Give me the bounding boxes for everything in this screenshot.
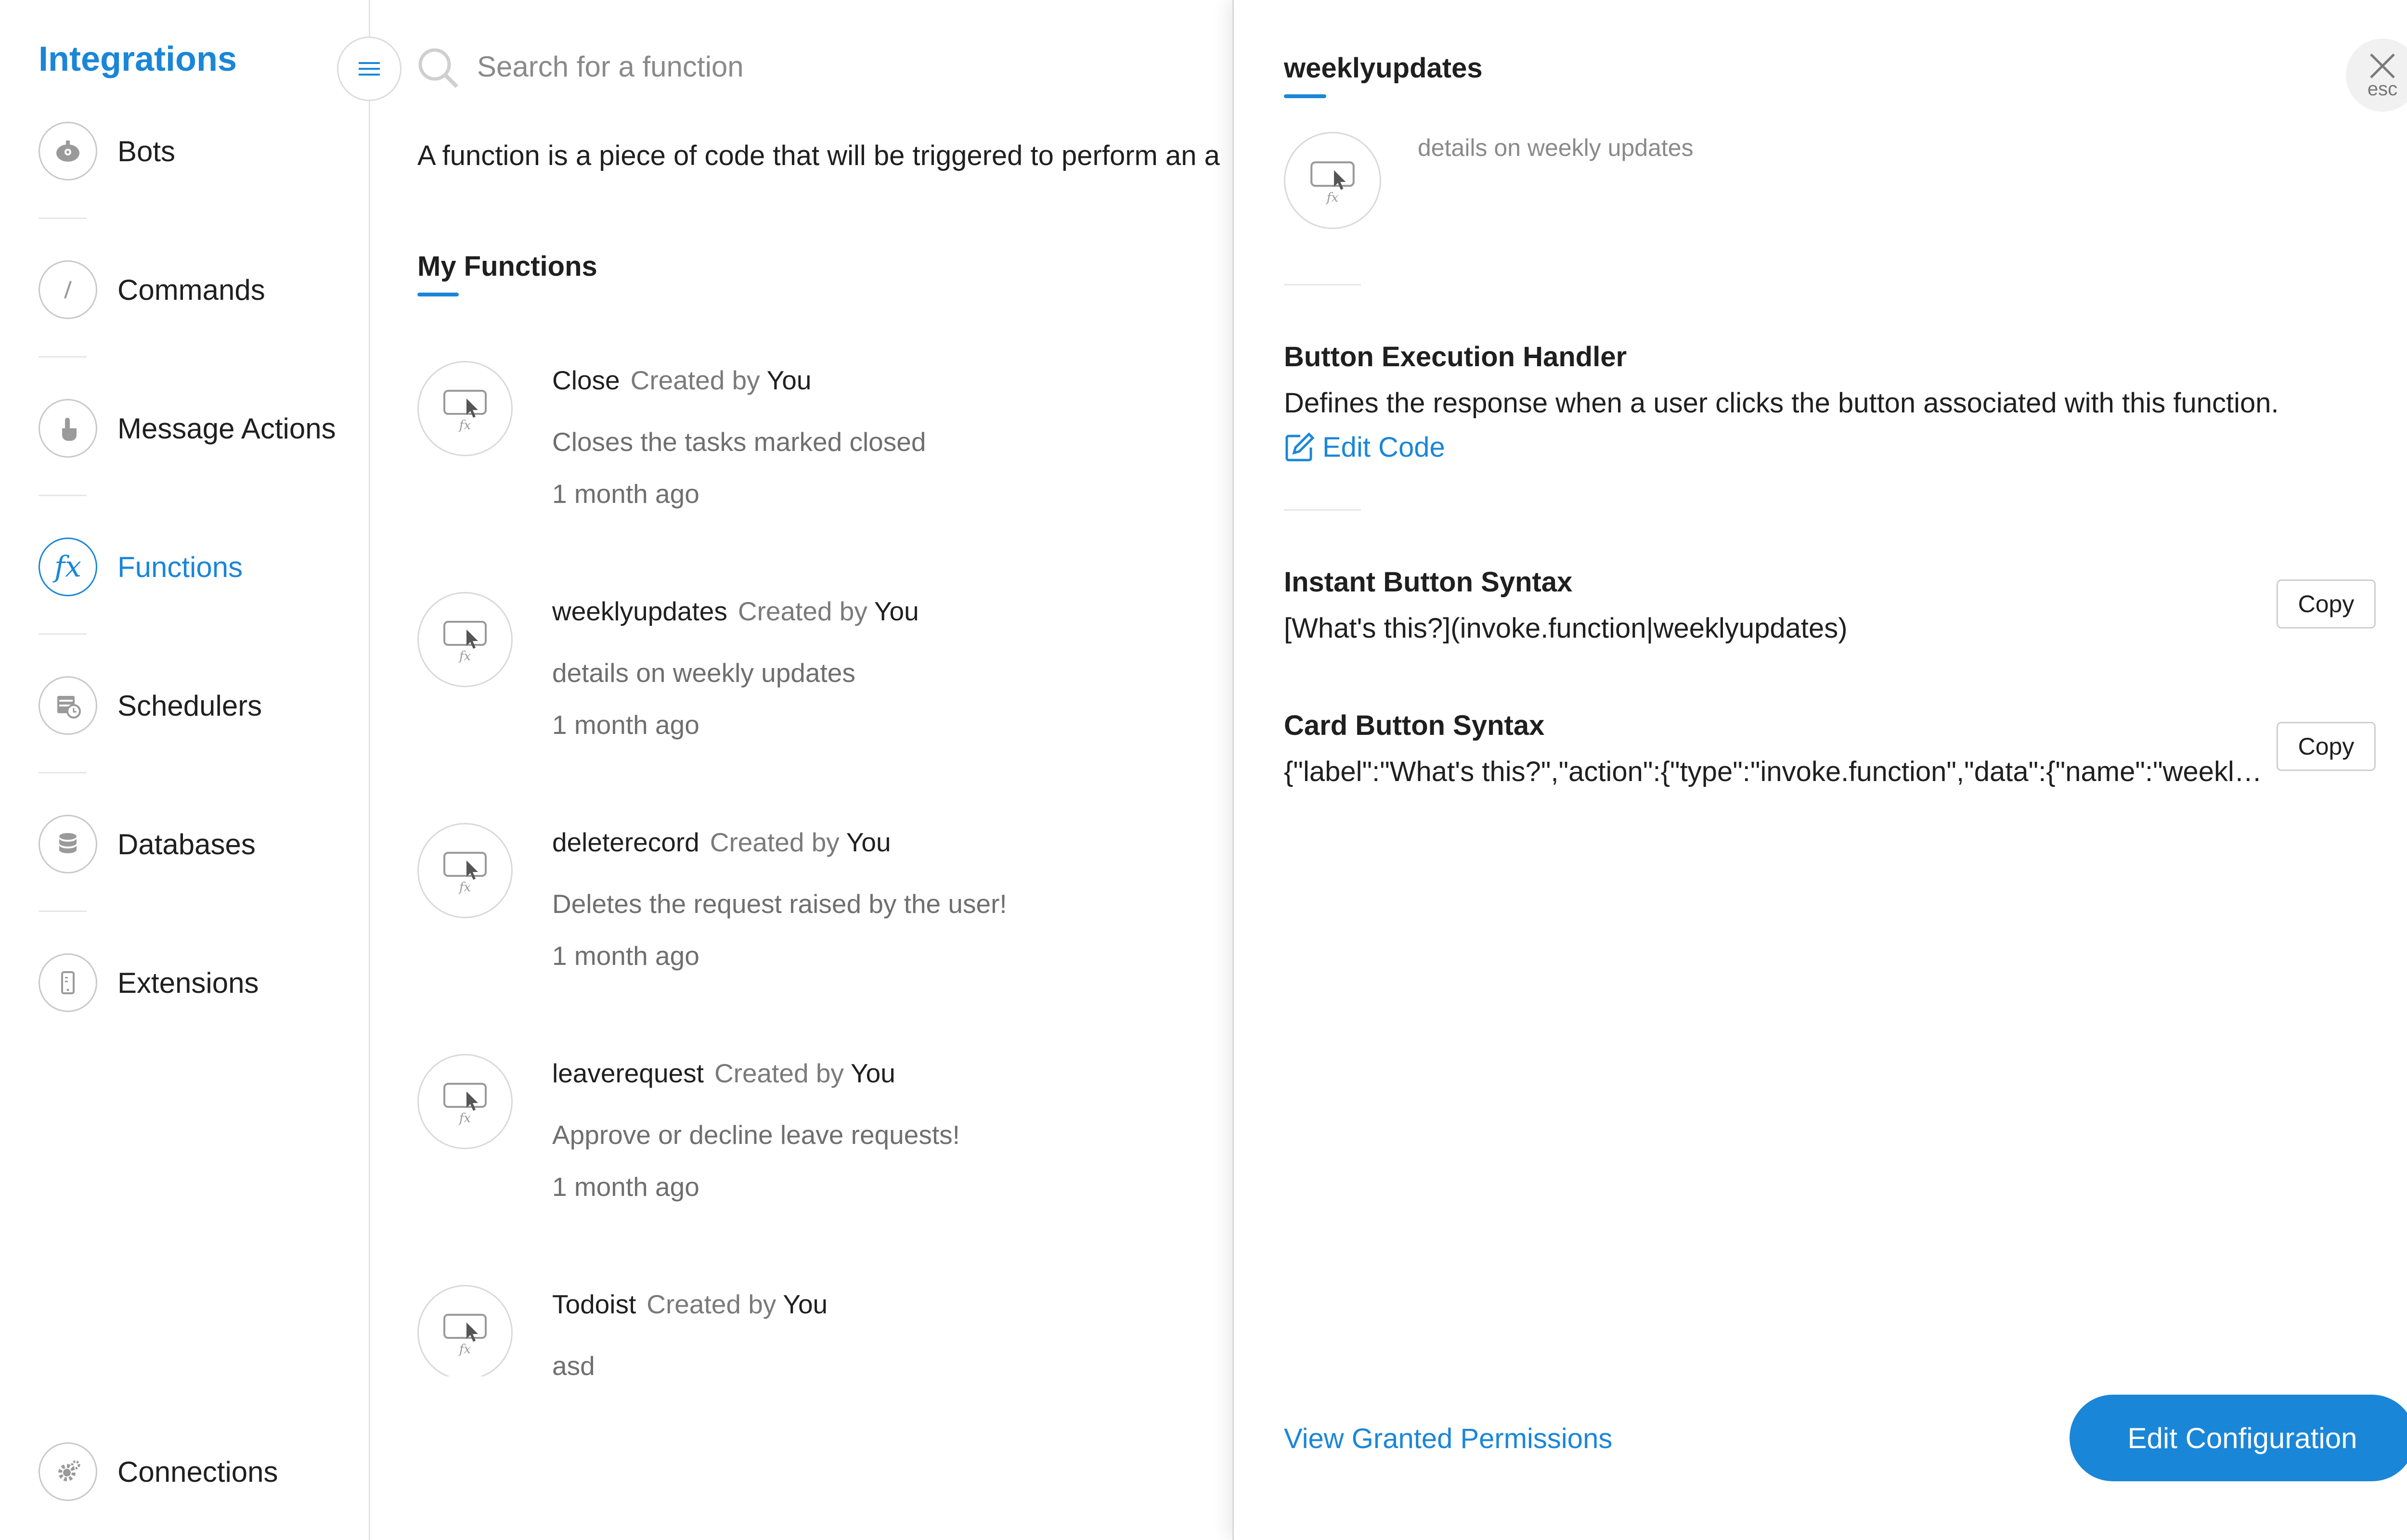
gear-icon — [39, 1442, 97, 1501]
close-icon — [2367, 51, 2398, 81]
list-item[interactable] — [417, 1285, 1236, 1376]
mobile-icon — [39, 953, 97, 1012]
search-icon — [416, 46, 460, 90]
panel-title: weeklyupdates — [1284, 52, 1483, 84]
sidebar-item-commands[interactable] — [39, 259, 265, 321]
creator: You — [850, 1058, 895, 1088]
sidebar-item-functions[interactable] — [39, 536, 243, 598]
function-timestamp: 1 month ago — [552, 479, 699, 509]
edit-code-label: Edit Code — [1322, 432, 1445, 463]
creator: You — [874, 596, 919, 626]
sidebar-item-extensions[interactable] — [39, 952, 259, 1014]
created-by-label: Created by — [738, 596, 867, 626]
pointer-hand-icon — [39, 399, 97, 458]
svg-text:fx: fx — [459, 1342, 471, 1357]
search-input[interactable] — [476, 44, 1056, 89]
list-item[interactable] — [417, 361, 1236, 592]
svg-text:fx: fx — [459, 649, 471, 664]
sidebar-item-label: Databases — [117, 828, 256, 860]
sidebar-item-label: Commands — [117, 273, 265, 306]
fx-icon: fx — [39, 538, 97, 596]
svg-text:fx: fx — [459, 1111, 471, 1126]
list-item[interactable] — [417, 823, 1236, 1054]
svg-text:fx: fx — [1326, 190, 1339, 205]
svg-text:fx: fx — [459, 880, 471, 895]
created-by-label: Created by — [630, 365, 760, 395]
instant-syntax-title: Instant Button Syntax — [1284, 566, 1573, 598]
database-icon — [39, 815, 97, 873]
menu-toggle-button[interactable] — [337, 37, 401, 101]
sidebar-item-connections[interactable] — [39, 1441, 278, 1502]
handler-title: Button Execution Handler — [1284, 341, 1627, 372]
sidebar-item-message-actions[interactable] — [39, 398, 336, 459]
card-syntax-title: Card Button Syntax — [1284, 710, 1545, 741]
created-by-label: Created by — [647, 1289, 776, 1319]
function-description: Approve or decline leave requests! — [552, 1120, 960, 1150]
function-icon — [1284, 132, 1381, 229]
sidebar-divider — [39, 495, 87, 496]
creator: You — [766, 365, 812, 395]
sidebar-divider — [39, 218, 87, 219]
list-item[interactable] — [417, 1054, 1236, 1285]
edit-icon — [1284, 432, 1315, 463]
created-by-label: Created by — [714, 1058, 844, 1088]
function-description: Deletes the request raised by the user! — [552, 889, 1007, 919]
instant-syntax-value: [What's this?](invoke.function|weeklyupdates) — [1284, 613, 1848, 644]
slash-icon — [39, 260, 97, 319]
sidebar-divider — [39, 772, 87, 773]
creator: You — [846, 827, 891, 857]
function-list — [417, 361, 1236, 1376]
view-permissions-link[interactable]: View Granted Permissions — [1284, 1423, 1613, 1454]
creator: You — [783, 1289, 828, 1319]
function-timestamp: 1 month ago — [552, 1172, 699, 1202]
main-content — [370, 0, 1237, 1540]
created-by-label: Created by — [710, 827, 840, 857]
function-name: leaverequest — [552, 1058, 704, 1088]
sidebar-item-label: Bots — [117, 135, 176, 167]
panel-divider — [1284, 509, 1361, 511]
panel-description: details on weekly updates — [1418, 134, 1694, 161]
sidebar-title: Integrations — [39, 40, 237, 78]
function-name: deleterecord — [552, 827, 699, 857]
function-description: asd — [552, 1351, 595, 1376]
function-icon — [417, 361, 513, 456]
function-icon — [417, 1054, 513, 1149]
hamburger-icon — [358, 59, 381, 78]
sidebar-divider — [39, 356, 87, 358]
bot-icon — [39, 122, 97, 180]
sidebar-item-label: Message Actions — [117, 412, 336, 445]
svg-text:fx: fx — [459, 418, 471, 433]
function-icon — [417, 592, 513, 687]
handler-description: Defines the response when a user clicks the button associated with this function. — [1284, 387, 2279, 419]
sidebar-item-label: Extensions — [117, 966, 259, 999]
sidebar-item-label: Functions — [117, 551, 243, 583]
function-icon — [417, 1285, 513, 1376]
sidebar-item-bots[interactable] — [39, 120, 175, 182]
sidebar-item-schedulers[interactable] — [39, 675, 262, 736]
scheduler-icon — [39, 676, 97, 735]
function-name: Todoist — [552, 1289, 636, 1319]
function-timestamp: 1 month ago — [552, 710, 699, 740]
panel-title-underline — [1284, 94, 1326, 98]
close-button[interactable] — [2346, 38, 2407, 112]
edit-code-link[interactable] — [1284, 431, 1445, 463]
function-icon — [417, 823, 513, 918]
edit-configuration-button[interactable]: Edit Configuration — [2070, 1395, 2407, 1481]
sidebar-item-label: Schedulers — [117, 689, 262, 722]
function-detail-panel — [1232, 0, 2407, 1540]
tab-underline — [417, 293, 459, 296]
my-functions-tab[interactable]: My Functions — [417, 251, 597, 282]
esc-hint: esc — [2367, 78, 2398, 100]
function-timestamp: 1 month ago — [552, 941, 699, 971]
function-description: Closes the tasks marked closed — [552, 427, 926, 457]
copy-card-syntax-button[interactable]: Copy — [2277, 722, 2376, 771]
sidebar — [0, 0, 370, 1540]
intro-text: A function is a piece of code that will be triggered to perform an a — [417, 140, 1220, 171]
sidebar-item-databases[interactable] — [39, 813, 256, 875]
card-syntax-value: {"label":"What's this?","action":{"type":"invoke.function","data":{"name":"weekl… — [1284, 756, 2262, 787]
function-description: details on weekly updates — [552, 658, 855, 688]
copy-instant-syntax-button[interactable]: Copy — [2277, 579, 2376, 629]
function-name: Close — [552, 365, 620, 395]
panel-divider — [1284, 284, 1361, 285]
list-item[interactable] — [417, 592, 1236, 823]
function-name: weeklyupdates — [552, 596, 727, 626]
sidebar-item-label: Connections — [117, 1455, 278, 1488]
sidebar-divider — [39, 911, 87, 912]
sidebar-divider — [39, 633, 87, 635]
